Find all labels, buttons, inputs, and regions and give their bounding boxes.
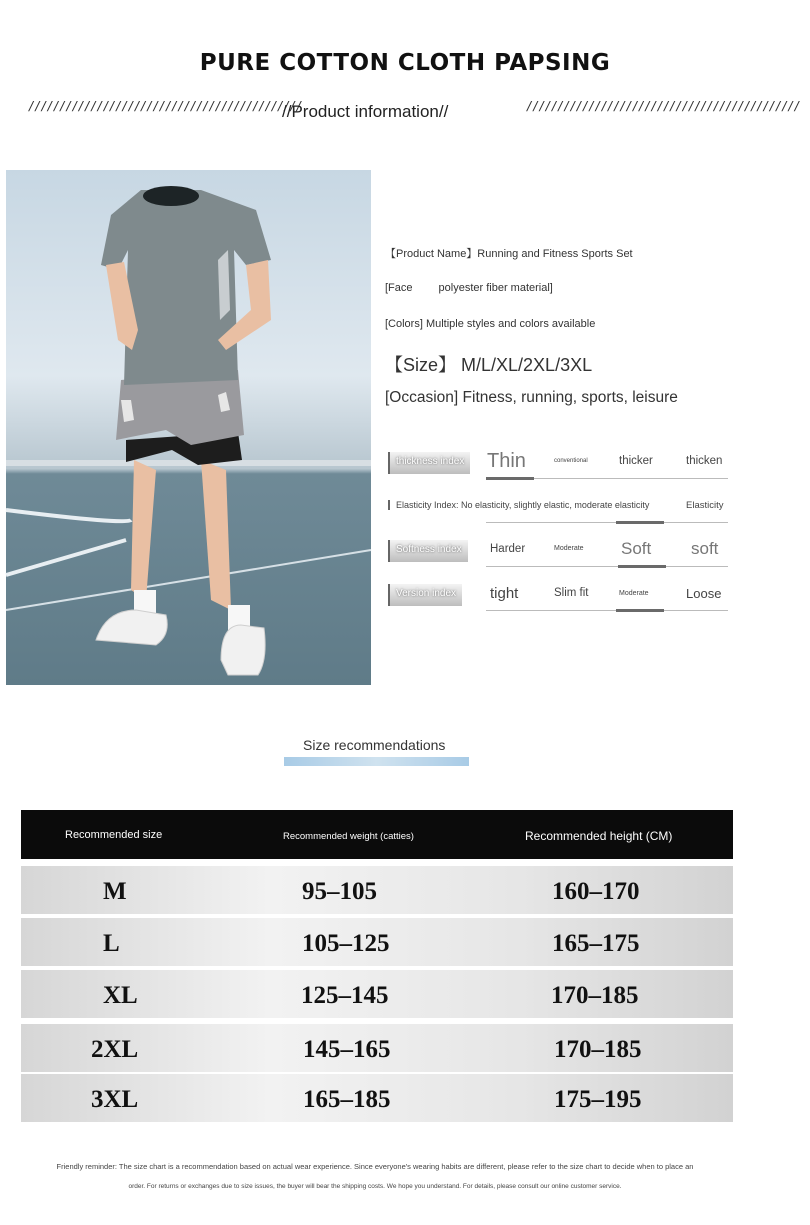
face-value: polyester fiber material] xyxy=(438,282,553,294)
cell-size: L xyxy=(103,930,120,957)
softness-option-soft-alt: soft xyxy=(691,539,719,558)
cell-weight: 165–185 xyxy=(303,1086,391,1113)
version-index-row xyxy=(386,582,728,612)
table-row xyxy=(21,1024,733,1072)
softness-index-label: Softness index xyxy=(388,540,468,562)
size-recommendations-title: Size recommendations xyxy=(303,737,446,753)
elasticity-scale-line xyxy=(486,522,728,523)
size-recommendations-bar xyxy=(284,757,469,766)
thickness-option-thin: Thin xyxy=(487,450,526,472)
decorative-slashes-right: //////////////////////////////////////////// xyxy=(526,99,800,113)
thickness-option-thicker: thicker xyxy=(619,455,653,467)
cell-height: 165–175 xyxy=(552,930,640,957)
cell-size: XL xyxy=(103,982,138,1009)
softness-scale-line xyxy=(486,566,728,567)
face-label: [Face xyxy=(385,282,413,294)
table-row xyxy=(21,918,733,966)
thickness-option-conventional: conventional xyxy=(554,458,588,464)
product-size: 【Size】 M/L/XL/2XL/3XL xyxy=(385,355,593,375)
thickness-selected-marker xyxy=(486,477,534,480)
softness-selected-marker xyxy=(618,565,666,568)
softness-option-soft: Soft xyxy=(621,539,652,558)
product-colors: [Colors] Multiple styles and colors available xyxy=(385,318,596,330)
table-row xyxy=(21,970,733,1018)
section-subtitle: //Product information// xyxy=(282,102,449,121)
version-option-moderate: Moderate xyxy=(619,590,649,597)
product-photo xyxy=(6,170,371,685)
cell-size: 2XL xyxy=(91,1036,139,1063)
softness-option-harder: Harder xyxy=(490,543,526,555)
thickness-index-row xyxy=(386,450,728,480)
decorative-slashes-left: //////////////////////////////////////////// xyxy=(28,99,302,113)
thickness-option-thicken: thicken xyxy=(686,455,723,467)
cell-height: 175–195 xyxy=(554,1086,642,1113)
version-index-label: Version index xyxy=(388,584,462,606)
cell-size: 3XL xyxy=(91,1086,139,1113)
product-occasion: [Occasion] Fitness, running, sports, leisure xyxy=(385,389,678,406)
elasticity-index-label: Elasticity Index: No elasticity, slightly elastic, moderate elasticity xyxy=(388,500,649,510)
softness-index-row xyxy=(386,538,728,568)
header-size: Recommended size xyxy=(65,829,163,841)
version-option-slim-fit: Slim fit xyxy=(554,587,589,599)
header-height: Recommended height (CM) xyxy=(525,829,673,843)
softness-option-moderate: Moderate xyxy=(554,545,584,552)
cell-height: 170–185 xyxy=(554,1036,642,1063)
footer-reminder-line1: Friendly reminder: The size chart is a recommendation based on actual wear experience. Since everyone's wearing habits are different, please refer to the size chart to decide when to place an xyxy=(56,1162,694,1171)
version-scale-line xyxy=(486,610,728,611)
elasticity-selected-marker xyxy=(616,521,664,524)
cell-size: M xyxy=(103,878,127,905)
product-name: 【Product Name】Running and Fitness Sports Set xyxy=(385,248,633,260)
page-title: PURE COTTON CLOTH PAPSING xyxy=(199,50,611,76)
table-row xyxy=(21,866,733,914)
elasticity-option-elasticity: Elasticity xyxy=(686,500,724,511)
version-selected-marker xyxy=(616,609,664,612)
thickness-index-label: thickness index xyxy=(388,452,470,474)
cell-weight: 95–105 xyxy=(302,878,377,905)
version-option-tight: tight xyxy=(490,585,519,602)
size-table-header xyxy=(21,810,733,859)
cell-height: 170–185 xyxy=(551,982,639,1009)
cell-height: 160–170 xyxy=(552,878,640,905)
product-face xyxy=(385,282,553,294)
footer-reminder-line2: order. For returns or exchanges due to size issues, the buyer will bear the shipping costs. We hope you understand. For details, please consult our online customer service. xyxy=(128,1183,622,1190)
version-option-loose: Loose xyxy=(686,586,722,601)
cell-weight: 145–165 xyxy=(303,1036,391,1063)
header-weight: Recommended weight (catties) xyxy=(283,831,414,842)
cell-weight: 105–125 xyxy=(302,930,390,957)
table-row xyxy=(21,1074,733,1122)
elasticity-index-row xyxy=(386,494,728,524)
cell-weight: 125–145 xyxy=(301,982,389,1009)
